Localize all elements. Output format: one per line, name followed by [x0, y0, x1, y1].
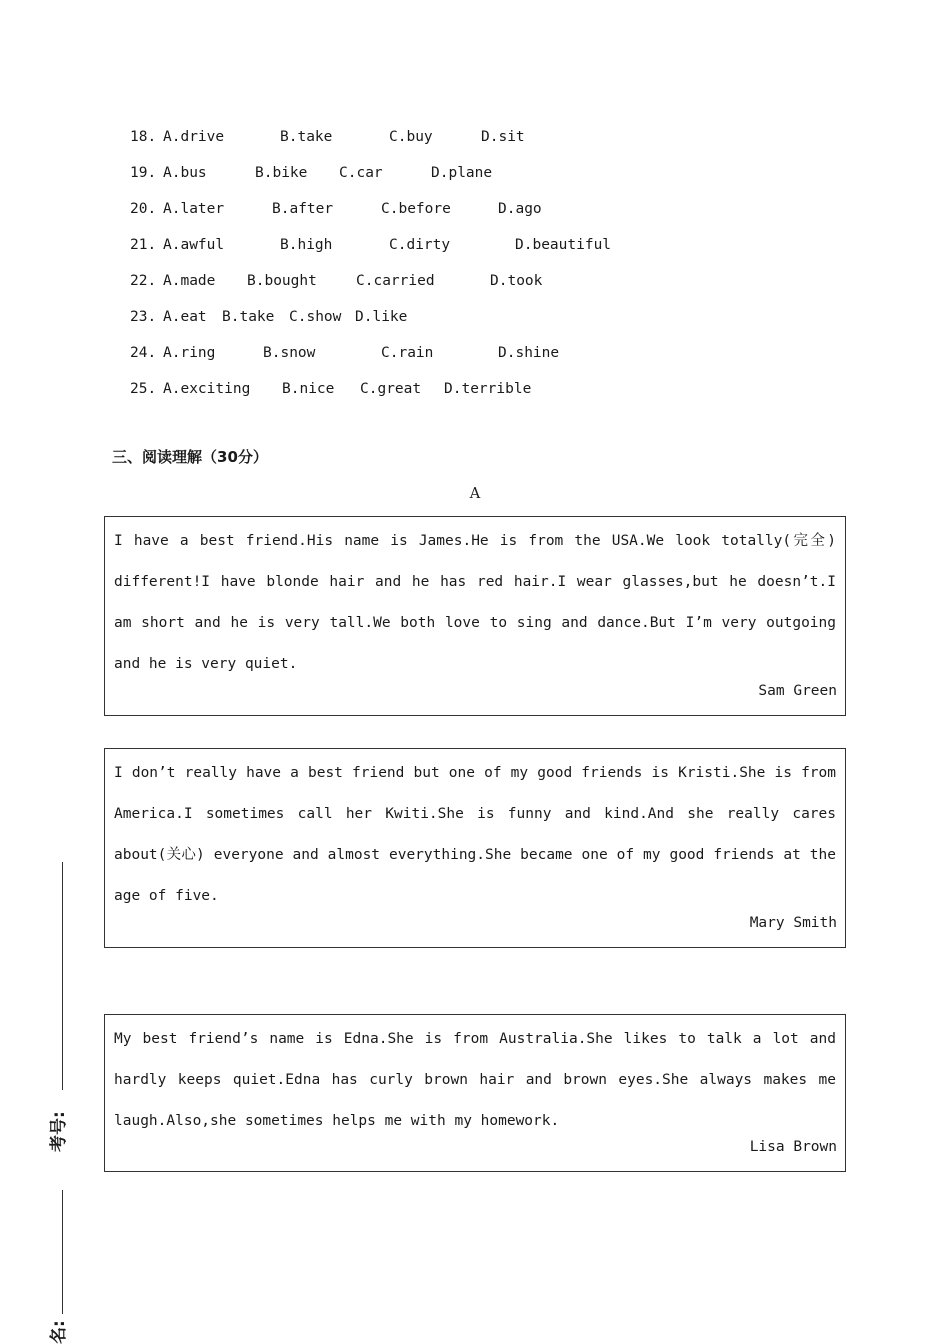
passage-author: Sam Green	[758, 683, 837, 699]
option-d: D.plane	[431, 165, 493, 181]
option-a: A.drive	[163, 129, 225, 145]
option-b: B.take	[222, 309, 275, 325]
option-a: A.later	[163, 201, 225, 217]
option-c: C.carried	[356, 273, 435, 289]
option-b: B.after	[272, 201, 334, 217]
passage-box	[104, 1014, 846, 1172]
option-d: D.beautiful	[515, 237, 612, 253]
option-a: A.awful	[163, 237, 225, 253]
question-number: 25.	[130, 381, 157, 397]
passage-text: I don’t really have a best friend but one of my good friends is Kristi.She is from America.I sometimes call her Kwiti.She is funny and kind.And she really cares about(关心) everyone and almost everything.She became one of my good friends at the age of five.	[114, 765, 836, 904]
passage-author: Lisa Brown	[749, 1139, 837, 1155]
question-number: 19.	[130, 165, 157, 181]
question-number: 24.	[130, 345, 157, 361]
binding-label-exam-number: 考号:	[49, 1111, 69, 1152]
option-d: D.shine	[498, 345, 560, 361]
option-c: C.rain	[381, 345, 434, 361]
passage-author: Mary Smith	[749, 915, 837, 931]
option-b: B.nice	[282, 381, 335, 397]
question-number: 22.	[130, 273, 157, 289]
option-c: C.show	[289, 309, 342, 325]
question-number: 23.	[130, 309, 157, 325]
option-c: C.before	[381, 201, 451, 217]
passage-box	[104, 748, 846, 948]
question-number: 21.	[130, 237, 157, 253]
option-a: A.bus	[163, 165, 207, 181]
passage-label: A	[469, 486, 481, 502]
passage-text: My best friend’s name is Edna.She is from Australia.She likes to talk a lot and hardly keeps quiet.Edna has curly brown hair and brown eyes.She always makes me laugh.Also,she sometimes helps me with my homework.	[114, 1031, 836, 1129]
option-b: B.bought	[247, 273, 317, 289]
option-b: B.bike	[255, 165, 308, 181]
option-d: D.ago	[498, 201, 542, 217]
option-a: A.made	[163, 273, 216, 289]
option-c: C.buy	[389, 129, 433, 145]
binding-line	[62, 1190, 63, 1314]
binding-line	[62, 862, 63, 1090]
binding-label-name: 名:	[49, 1320, 69, 1344]
option-d: D.like	[355, 309, 408, 325]
option-b: B.high	[280, 237, 333, 253]
option-a: A.eat	[163, 309, 207, 325]
option-d: D.took	[490, 273, 543, 289]
passage-box	[104, 516, 846, 716]
option-a: A.ring	[163, 345, 216, 361]
option-c: C.dirty	[389, 237, 451, 253]
section-title: 三、阅读理解（30分）	[112, 448, 268, 466]
question-number: 20.	[130, 201, 157, 217]
option-d: D.sit	[481, 129, 525, 145]
option-b: B.snow	[263, 345, 316, 361]
option-a: A.exciting	[163, 381, 251, 397]
option-c: C.car	[339, 165, 383, 181]
question-number: 18.	[130, 129, 157, 145]
option-b: B.take	[280, 129, 333, 145]
option-d: D.terrible	[444, 381, 532, 397]
option-c: C.great	[360, 381, 422, 397]
passage-text: I have a best friend.His name is James.He is from the USA.We look totally(完全) different!I have blonde hair and he has red hair.I wear glasses,but he doesn’t.I am short and he is very tall.We both love to sing and dance.But I’m very outgoing and he is very quiet.	[114, 533, 836, 672]
